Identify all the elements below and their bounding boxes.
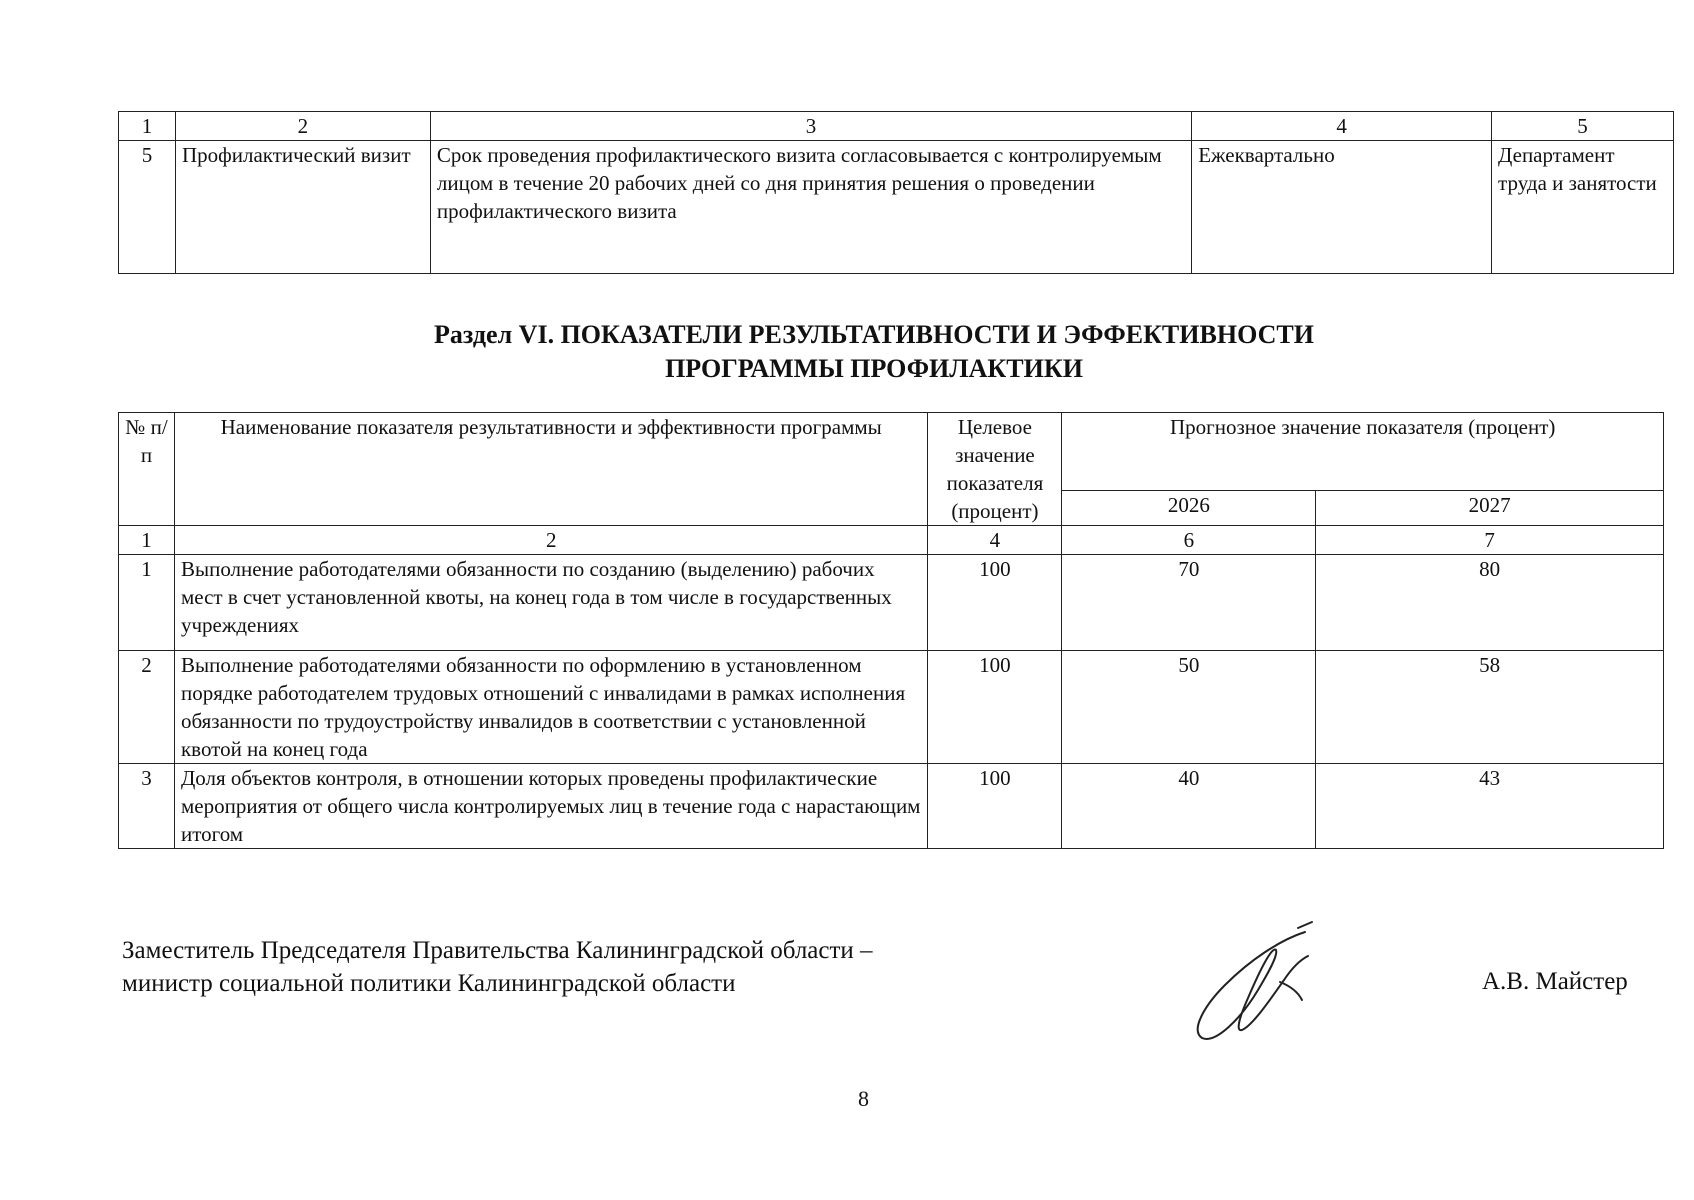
page-number: 8: [858, 1086, 869, 1111]
indicator-target: 100: [928, 651, 1062, 764]
indicator-2026: 70: [1062, 555, 1316, 651]
header-forecast: Прогнозное значение показателя (процент): [1062, 413, 1664, 491]
col-number: 3: [430, 112, 1191, 141]
col-number: 7: [1316, 526, 1664, 555]
indicator-target: 100: [928, 764, 1062, 849]
col-number: 5: [1492, 112, 1674, 141]
signer-position-line: Заместитель Председателя Правительства Калининградской области –: [122, 937, 873, 964]
col-number: 1: [119, 526, 175, 555]
col-number: 4: [928, 526, 1062, 555]
indicator-name: Выполнение работодателями обязанности по оформлению в установленном порядке работодателем трудовых отношений с инвалидами в рамках исполнения обязанности по трудоустройству инвалидов в соответствии с установленной квотой на конец года: [174, 651, 927, 764]
indicator-2026: 50: [1062, 651, 1316, 764]
col-number: 2: [175, 112, 430, 141]
col-number: 1: [119, 112, 176, 141]
activity-frequency: Ежеквартально: [1192, 141, 1492, 274]
section-title-line: ПРОГРАММЫ ПРОФИЛАКТИКИ: [665, 354, 1083, 383]
header-year-2026: 2026: [1062, 490, 1316, 525]
section-title: [118, 318, 1630, 386]
indicator-2027: 43: [1316, 764, 1664, 849]
activity-responsible: Департамент труда и занятости: [1492, 141, 1674, 274]
header-name: Наименование показателя результативности и эффективности программы: [174, 413, 927, 526]
table-row: [119, 141, 1674, 274]
indicator-target: 100: [928, 555, 1062, 651]
indicator-2027: 58: [1316, 651, 1664, 764]
header-year-2027: 2027: [1316, 490, 1664, 525]
indicator-name: Доля объектов контроля, в отношении которых проведены профилактические мероприятия от общего числа контролируемых лиц в течение года с нарастающим итогом: [174, 764, 927, 849]
header-target: Целевое значение показателя (процент): [928, 413, 1062, 526]
header-row: [119, 413, 1664, 491]
signer-name: А.В. Майстер: [1482, 968, 1628, 995]
row-number: 1: [119, 555, 175, 651]
activities-table-continuation: [118, 111, 1674, 274]
activity-description: Срок проведения профилактического визита согласовывается с контролируемым лицом в течение 20 рабочих дней со дня принятия решения о проведении профилактического визита: [430, 141, 1191, 274]
table-row: [119, 651, 1664, 764]
row-number: 3: [119, 764, 175, 849]
kpi-table: [118, 412, 1664, 849]
header-num: № п/п: [119, 413, 175, 526]
col-number: 4: [1192, 112, 1492, 141]
table-row: [119, 555, 1664, 651]
activity-name: Профилактический визит: [175, 141, 430, 274]
table-row: [119, 764, 1664, 849]
indicator-2026: 40: [1062, 764, 1316, 849]
handwritten-signature: [1180, 920, 1340, 1045]
row-number: 5: [119, 141, 176, 274]
row-number: 2: [119, 651, 175, 764]
section-title-line: Раздел VI. ПОКАЗАТЕЛИ РЕЗУЛЬТАТИВНОСТИ И ЭФФЕКТИВНОСТИ: [434, 320, 1314, 349]
signer-position: [122, 934, 873, 1000]
col-number: 2: [174, 526, 927, 555]
column-number-row: [119, 526, 1664, 555]
indicator-2027: 80: [1316, 555, 1664, 651]
signer-position-line: министр социальной политики Калининградской области: [122, 970, 736, 997]
col-number: 6: [1062, 526, 1316, 555]
column-number-row: [119, 112, 1674, 141]
indicator-name: Выполнение работодателями обязанности по созданию (выделению) рабочих мест в счет установленной квоты, на конец года в том числе в государственных учреждениях: [174, 555, 927, 651]
